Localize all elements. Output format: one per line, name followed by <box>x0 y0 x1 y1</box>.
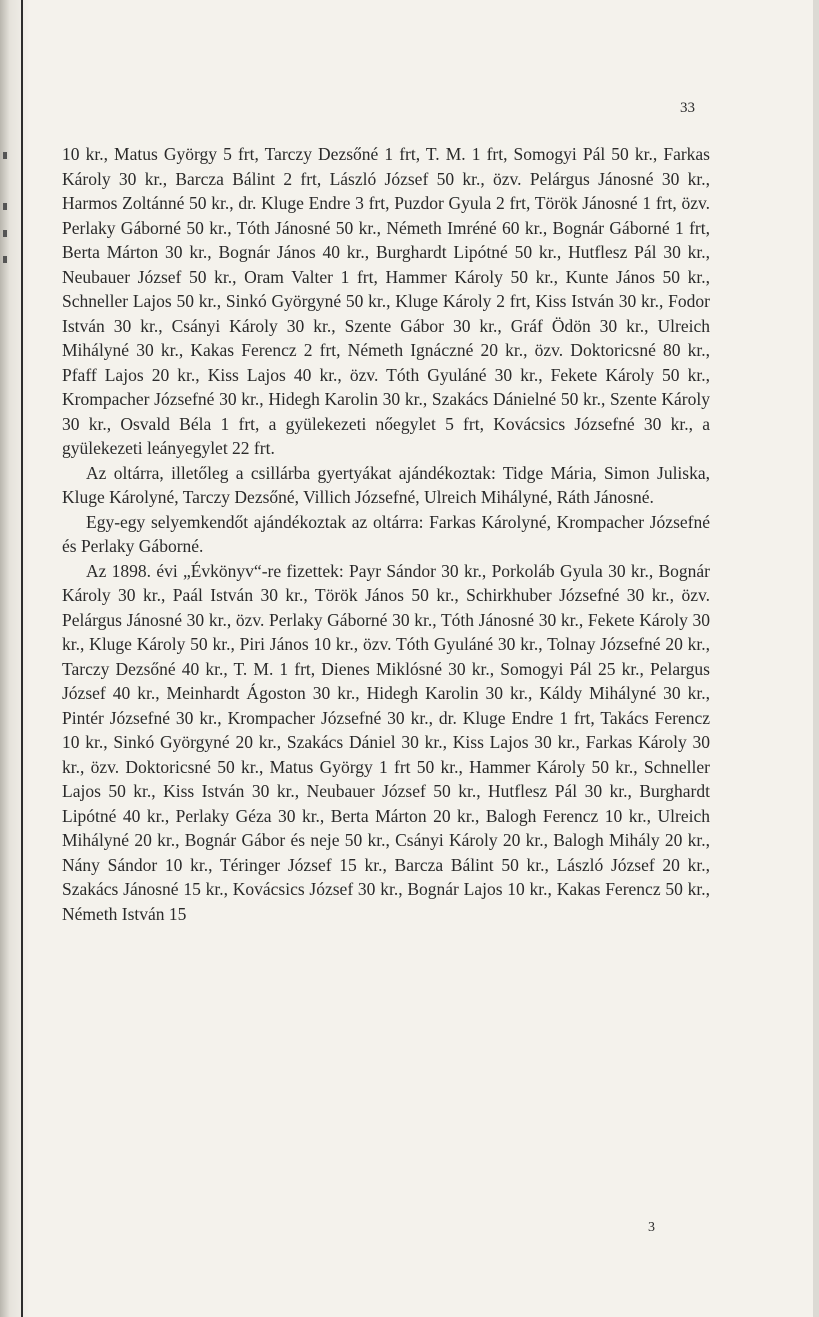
margin-mark <box>3 256 7 263</box>
paragraph: 10 kr., Matus György 5 frt, Tarczy Dezsőné 1 frt, T. M. 1 frt, Somogyi Pál 50 kr., Farkas Károly 30 kr., Barcza Bálint 2 frt, László József 50 kr., özv. Pelárgus Jánosné 30 kr., Harmos Zoltánné 50 kr., dr. Kluge Endre 3 frt, Puzdor Gyula 2 frt, Török Jánosné 1 frt, özv. Perlaky Gáborné 50 kr., Tóth Jánosné 50 kr., Németh Imréné 60 kr., Bognár Gáborné 1 frt, Berta Márton 30 kr., Bognár János 40 kr., Burghardt Lipótné 50 kr., Hutflesz Pál 30 kr., Neubauer József 50 kr., Oram Valter 1 frt, Hammer Károly 50 kr., Kunte János 50 kr., Schneller Lajos 50 kr., Sinkó Györgyné 50 kr., Kluge Károly 2 frt, Kiss István 30 kr., Fodor István 30 kr., Csányi Károly 30 kr., Szente Gábor 30 kr., Gráf Ödön 30 kr., Ulreich Mihályné 30 kr., Kakas Ferencz 2 frt, Németh Ignáczné 20 kr., özv. Doktoricsné 80 kr., Pfaff Lajos 20 kr., Kiss Lajos 40 kr., özv. Tóth Gyuláné 30 kr., Fekete Károly 50 kr., Krompacher Józsefné 30 kr., Hidegh Karolin 30 kr., Szakács Dánielné 50 kr., Szente Károly 30 kr., Osvald Béla 1 frt, a gyülekezeti nőegylet 5 frt, Kovácsics Józsefné 30 kr., a gyülekezeti leányegylet 22 frt. <box>62 144 710 458</box>
printer-signature-mark: 3 <box>648 1220 655 1235</box>
margin-mark <box>3 230 7 237</box>
margin-mark <box>3 152 7 159</box>
page-number: 33 <box>680 100 695 116</box>
page-edge <box>813 0 819 1317</box>
binding-line <box>21 0 23 1317</box>
paragraph: Egy-egy selyemkendőt ajándékoztak az oltárra: Farkas Károlyné, Krompacher Józsefné és Perlaky Gáborné. <box>62 511 710 556</box>
margin-mark <box>3 203 7 210</box>
paragraph: Az 1898. évi „Évkönyv“-re fizettek: Payr Sándor 30 kr., Porkoláb Gyula 30 kr., Bognár Károly 30 kr., Paál István 30 kr., Török János 50 kr., Schirkhuber Józsefné 30 kr., özv. Pelárgus Jánosné 30 kr., özv. Perlaky Gáborné 30 kr., Tóth Jánosné 30 kr., Fekete Károly 30 kr., Kluge Károly 50 kr., Piri János 10 kr., özv. Tóth Gyuláné 30 kr., Tolnay Józsefné 20 kr., Tarczy Dezsőné 40 kr., T. M. 1 frt, Dienes Miklósné 30 kr., Somogyi Pál 25 kr., Pelargus József 40 kr., Meinhardt Ágoston 30 kr., Hidegh Karolin 30 kr., Káldy Mihályné 30 kr., Pintér Józsefné 30 kr., Krompacher Józsefné 30 kr., dr. Kluge Endre 1 frt, Takács Ferencz 10 kr., Sinkó Györgyné 20 kr., Szakács Dániel 30 kr., Kiss Lajos 30 kr., Farkas Károly 30 kr., özv. Doktoricsné 50 kr., Matus György 1 frt 50 kr., Hammer Károly 50 kr., Schneller Lajos 50 kr., Kiss István 30 kr., Neubauer József 50 kr., Hutflesz Pál 30 kr., Burghardt Lipótné 40 kr., Perlaky Géza 30 kr., Berta Márton 20 kr., Balogh Ferencz 10 kr., Ulreich Mihályné 20 kr., Bognár Gábor és neje 50 kr., Csányi Károly 20 kr., Balogh Mihály 20 kr., Nány Sándor 10 kr., Téringer József 15 kr., Barcza Bálint 50 kr., László József 20 kr., Szakács Jánosné 15 kr., Kovácsics József 30 kr., Bognár Lajos 10 kr., Kakas Ferencz 50 kr., Németh István 15 <box>62 560 710 924</box>
paragraph: Az oltárra, illetőleg a csillárba gyertyákat ajándékoztak: Tidge Mária, Simon Juliska, Kluge Károlyné, Tarczy Dezsőné, Villich Józsefné, Ulreich Mihályné, Ráth Jánosné. <box>62 462 710 507</box>
book-spine-shadow <box>0 0 32 1317</box>
donation-list-text <box>62 142 710 926</box>
